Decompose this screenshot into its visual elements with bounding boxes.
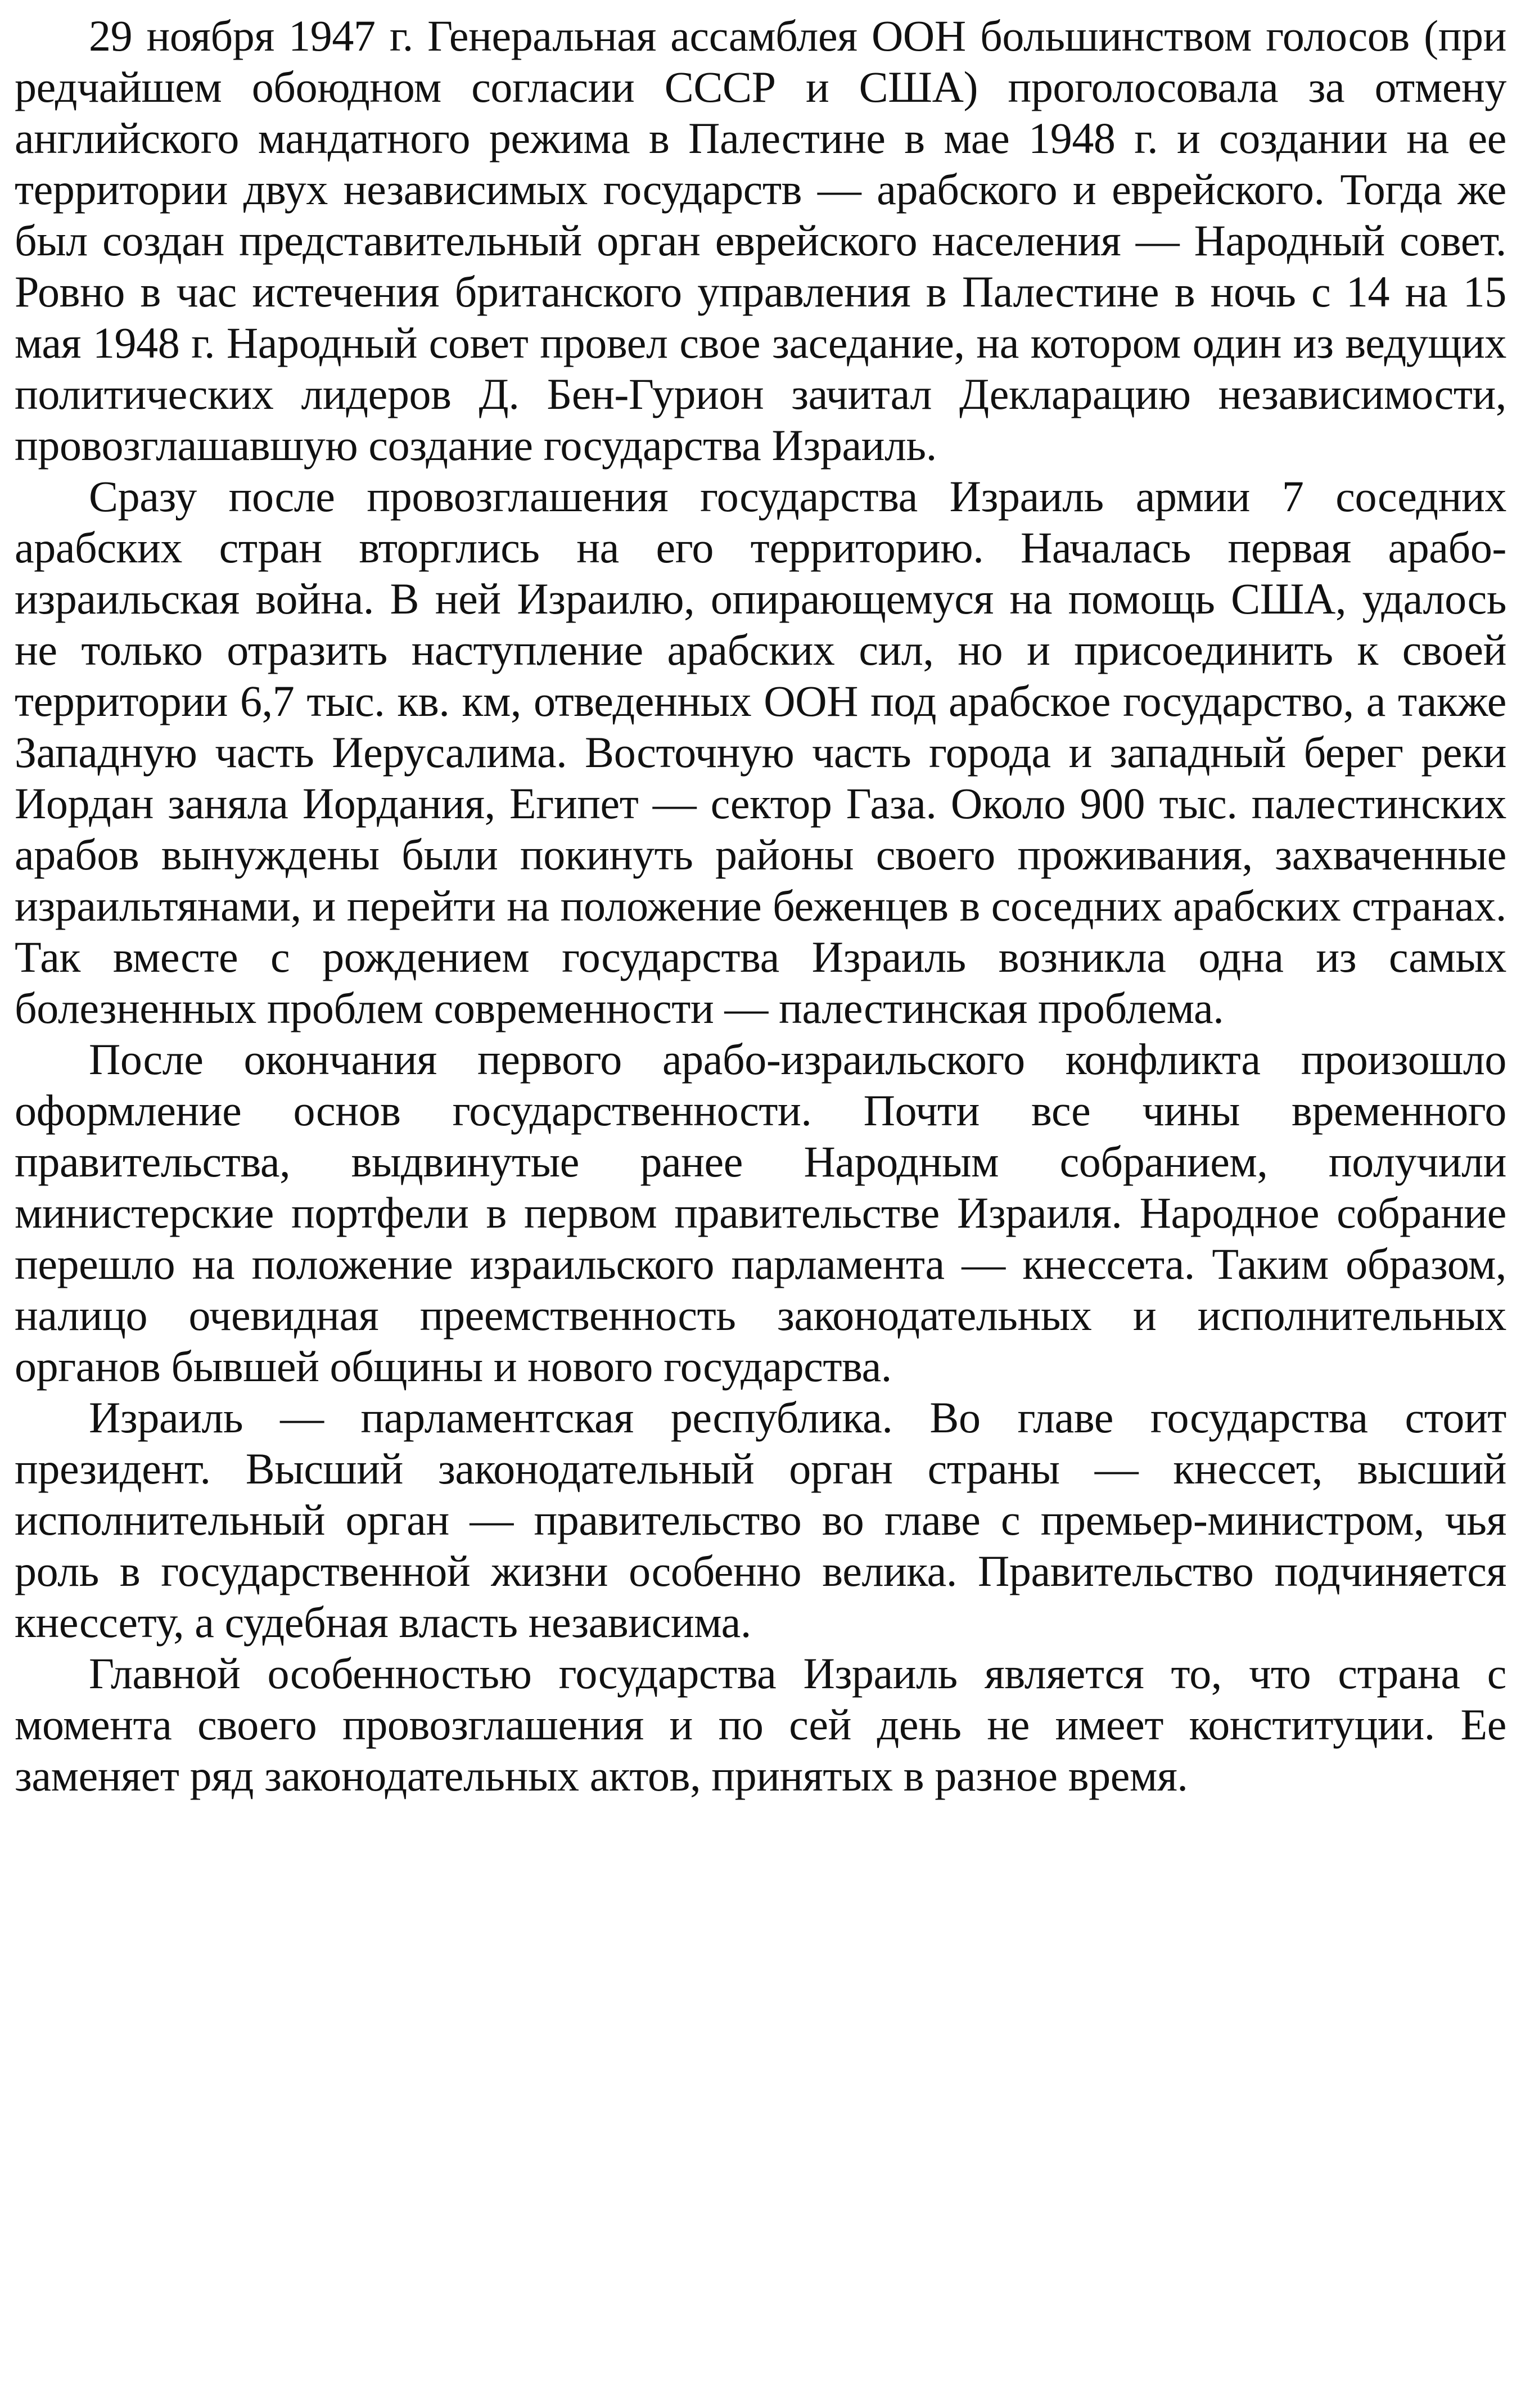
paragraph-1: 29 ноября 1947 г. Генеральная ассамблея ООН большинством голосов (при редчайшем обоюдном согласии СССР и США) проголосовала за отмену английского мандатного режима в Палестине в мае 1948 г. и создании на ее территории двух независимых государств — арабского и еврейского. Тогда же был создан представительный орган еврейского населения — Народный совет. Ровно в час истечения британского управления в Палестине в ночь с 14 на 15 мая 1948 г. Народный совет провел свое заседание, на котором один из ведущих политических лидеров Д. Бен-Гурион зачитал Декларацию независимости, провозглашавшую создание государства Израиль. — [15, 11, 1506, 470]
paragraph-4: Израиль — парламентская республика. Во главе государства стоит президент. Высший законодательный орган страны — кнессет, высший исполнительный орган — правительство во главе с премьер-министром, чья роль в государственной жизни особенно велика. Правительство подчиняется кнессету, а судебная власть независима. — [15, 1393, 1506, 1647]
paragraph-3: После окончания первого арабо-израильского конфликта произошло оформление основ государственности. Почти все чины временного правительства, выдвинутые ранее Народным собранием, получили министерские портфели в первом правительстве Израиля. Народное собрание перешло на положение израильского парламента — кнессета. Таким образом, налицо очевидная преемственность законодательных и исполнительных органов бывшей общины и нового государства. — [15, 1035, 1506, 1391]
paragraph-5: Главной особенностью государства Израиль является то, что страна с момента своего провозглашения и по сей день не имеет конституции. Ее заменяет ряд законодательных актов, принятых в разное время. — [15, 1649, 1506, 1800]
paragraph-2: Сразу после провозглашения государства Израиль армии 7 соседних арабских стран вторглись на его территорию. Началась первая арабо-израильская война. В ней Израилю, опирающемуся на помощь США, удалось не только отразить наступление арабских сил, но и присоединить к своей территории 6,7 тыс. кв. км, отведенных ООН под арабское государство, а также Западную часть Иерусалима. Восточную часть города и западный берег реки Иордан заняла Иордания, Египет — сектор Газа. Около 900 тыс. палестинских арабов вынуждены были покинуть районы своего проживания, захваченные израильтянами, и перейти на положение беженцев в соседних арабских странах. Так вместе с рождением государства Израиль возникла одна из самых болезненных проблем современности — палестинская проблема. — [15, 472, 1506, 1032]
